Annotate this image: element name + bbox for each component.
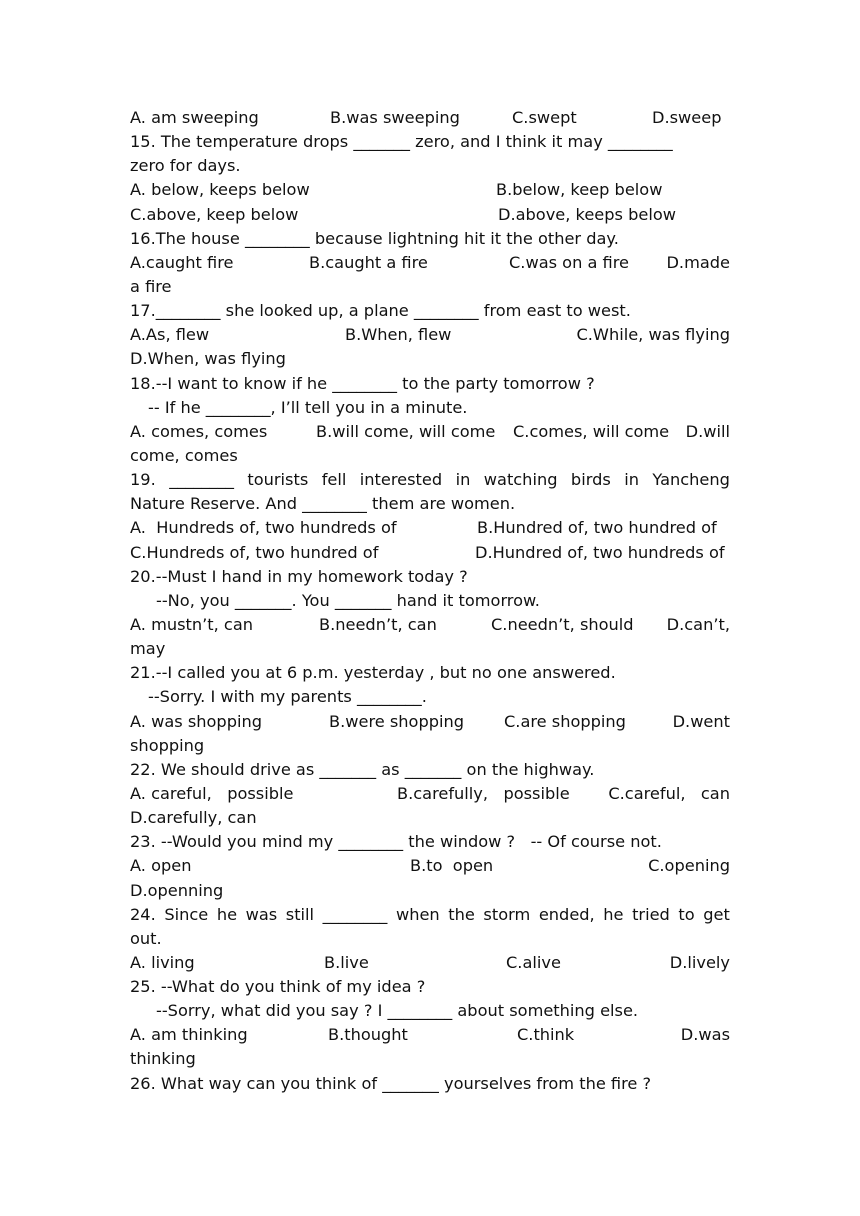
word: still [285,904,315,924]
text-line: 26. What way can you think of _______ yourselves from the fire ? [130,1073,652,1093]
answer-option: D.will [685,421,730,441]
answer-option: B.carefully, possible [397,783,570,803]
options-line [130,710,730,734]
word: Yancheng [652,470,730,490]
text-line: 20.--Must I hand in my homework today ? [130,566,468,586]
word: was [245,904,278,924]
text-line: 17.________ she looked up, a plane ________ from east to west. [130,301,631,321]
word: the [448,904,475,924]
options-line [130,106,730,130]
answer-option: C.think [517,1025,575,1045]
justified-line [130,468,730,492]
options-line [130,323,730,347]
word: get [703,904,730,924]
word: in [624,470,639,490]
text-line: 15. The temperature drops _______ zero, and I think it may ________ [130,132,673,152]
text-line: D.When, was flying [130,349,286,369]
word: 19. [130,470,156,490]
text-line: Nature Reserve. And ________ them are women. [130,494,516,514]
answer-option: A. Hundreds of, two hundreds of [130,518,397,538]
word: he [603,904,624,924]
answer-option: D.above, keeps below [498,204,676,224]
options-line [130,516,730,540]
word: tried [632,904,670,924]
answer-option: B.Hundred of, two hundred of [477,518,717,538]
answer-option: C.was on a fire [509,252,630,272]
answer-option: A. below, keeps below [130,180,310,200]
word: birds [570,470,611,490]
text-line: --Sorry, what did you say ? I ________ about something else. [156,1001,639,1021]
text-line: 25. --What do you think of my idea ? [130,977,426,997]
text-line: thinking [130,1049,196,1069]
answer-option: A.caught fire [130,252,234,272]
word: Since [164,904,209,924]
answer-option: A. open [130,856,192,876]
answer-option: B.needn’t, can [319,614,437,634]
answer-option: C.needn’t, should [491,614,634,634]
answer-option: B.live [324,952,369,972]
text-line: --No, you _______. You _______ hand it tomorrow. [156,590,540,610]
text-line: a fire [130,276,172,296]
text-line: out. [130,928,162,948]
answer-option: A. mustn’t, can [130,614,254,634]
answer-option: B.was sweeping [330,108,460,127]
options-line [130,613,730,637]
answer-option: C.swept [512,108,577,127]
answer-option: A. comes, comes [130,421,268,441]
word: watching [483,470,558,490]
word: ended, [538,904,595,924]
options-line [130,1023,730,1047]
answer-option: A. was shopping [130,711,262,731]
options-line [130,251,730,275]
answer-option: C.While, was flying [576,325,730,345]
options-line [130,951,730,975]
answer-option: B.to open [410,856,494,876]
answer-option: B.were shopping [329,711,465,731]
options-line [130,782,730,806]
answer-option: B.thought [328,1025,408,1045]
answer-option: C.comes, will come [513,421,670,441]
options-line [130,420,730,444]
answer-option: C.Hundreds of, two hundred of [130,542,379,562]
answer-option: D.sweep [652,108,722,127]
text-line: 23. --Would you mind my ________ the window ? -- Of course not. [130,832,662,852]
word: ________ [322,904,388,924]
text-line: 18.--I want to know if he ________ to the party tomorrow ? [130,373,595,393]
word: he [216,904,238,924]
answer-option: C.alive [506,952,561,972]
answer-option: D.can’t, [666,614,730,634]
answer-option: D.lively [669,952,730,972]
worksheet-page [130,106,730,1096]
answer-option: B.When, flew [345,325,452,345]
answer-option: D.was [680,1025,730,1045]
answer-option: B.below, keep below [496,180,663,200]
answer-option: B.caught a fire [309,252,428,272]
answer-option: A. am sweeping [130,108,259,127]
options-line [130,178,730,202]
text-line: zero for days. [130,156,241,176]
word: when [395,904,440,924]
options-line [130,203,730,227]
text-line: shopping [130,735,205,755]
answer-option: C.opening [648,856,730,876]
word: ________ [169,470,234,490]
text-line: D.carefully, can [130,808,257,828]
answer-option: A. am thinking [130,1025,248,1045]
answer-option: C.above, keep below [130,204,299,224]
answer-option: B.will come, will come [316,421,496,441]
answer-option: A.As, flew [130,325,210,345]
text-line: 21.--I called you at 6 p.m. yesterday , but no one answered. [130,663,616,683]
answer-option: A. careful, possible [130,783,294,803]
word: 24. [130,904,156,924]
word: to [678,904,695,924]
justified-line [130,903,730,927]
answer-option: D.made [666,252,730,272]
word: storm [483,904,531,924]
answer-option: C.are shopping [504,711,626,731]
answer-option: A. living [130,952,195,972]
word: interested [359,470,443,490]
text-line: --Sorry. I with my parents ________. [148,687,427,707]
text-line: come, comes [130,445,238,465]
text-line: -- If he ________, I’ll tell you in a minute. [148,397,468,417]
options-line [130,854,730,878]
options-line [130,541,730,565]
answer-option: D.went [672,711,730,731]
word: tourists [247,470,309,490]
answer-option: D.Hundred of, two hundreds of [475,542,725,562]
text-line: may [130,639,166,659]
text-line: D.openning [130,880,224,900]
word: fell [321,470,347,490]
answer-option: C.careful, can [608,783,730,803]
text-line: 16.The house ________ because lightning hit it the other day. [130,228,619,248]
text-line: 22. We should drive as _______ as _______ on the highway. [130,759,595,779]
word: in [455,470,471,490]
